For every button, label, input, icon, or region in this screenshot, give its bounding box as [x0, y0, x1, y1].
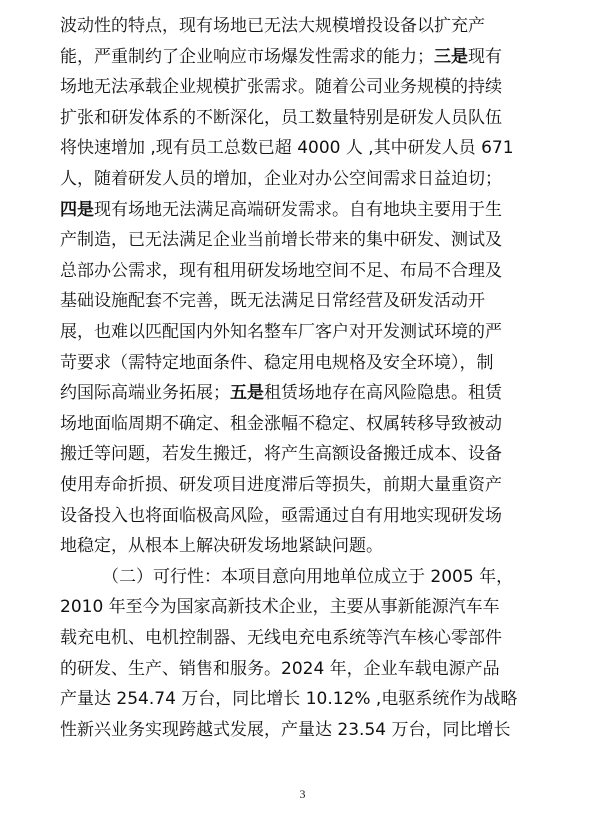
bold-lead-phrase: 三是	[434, 46, 468, 67]
body-line	[60, 720, 520, 740]
body-line	[60, 200, 520, 220]
text-segment: 产量达 254.74 万台，同比增长 10.12% ,电驱系统作为战略	[60, 689, 518, 710]
text-segment: 性新兴业务实现跨越式发展，产量达 23.54 万台，同比增长	[60, 719, 511, 740]
text-segment: 人，随着研发人员的增加，企业对办公空间需求日益迫切；	[60, 169, 502, 189]
body-line	[102, 567, 520, 587]
text-segment: 将快速增加 ,现有员工总数已超 4000 人 ,其中研发人员 671	[60, 138, 514, 159]
text-segment: 现有	[468, 46, 502, 67]
text-segment: 展，也难以匹配国内外知名整车厂客户对开发测试环境的严	[60, 322, 502, 342]
body-line	[60, 108, 520, 128]
body-line	[60, 47, 520, 67]
body-line	[60, 689, 520, 709]
body-line	[60, 77, 520, 97]
text-segment: 搬迁等问题，若发生搬迁，将产生高额设备搬迁成本、设备	[60, 444, 502, 465]
text-segment: 设备投入也将面临极高风险，亟需通过自有用地实现研发场	[60, 505, 502, 526]
text-segment: 场地无法承载企业规模扩张需求。随着公司业务规模的持续	[60, 77, 502, 98]
text-segment: 地稳定，从根本上解决研发场地紧缺问题。	[60, 536, 383, 557]
body-line	[60, 597, 520, 617]
body-line	[60, 659, 520, 679]
page-number: 3	[299, 787, 306, 801]
text-segment: 基础设施配套不完善，既无法满足日常经营及研发活动开	[60, 291, 485, 312]
body-line	[60, 16, 520, 36]
body-line	[60, 353, 520, 373]
body-line	[60, 536, 520, 556]
body-line	[60, 138, 520, 158]
bold-lead-phrase: 四是	[60, 199, 94, 220]
text-segment: 总部办公需求，现有租用研发场地空间不足、布局不合理及	[60, 260, 502, 281]
text-segment: 产制造，已无法满足企业当前增长带来的集中研发、测试及	[60, 230, 502, 251]
body-line	[60, 444, 520, 464]
bold-lead-phrase: 五是	[230, 383, 264, 404]
text-segment: 波动性的特点，现有场地已无法大规模增投设备以扩充产	[60, 16, 485, 36]
text-segment: 使用寿命折损、研发项目进度滞后等损失，前期大量重资产	[60, 475, 502, 495]
body-line	[60, 291, 520, 311]
text-segment: 场地面临周期不确定、租金涨幅不稳定、权属转移导致被动	[60, 413, 502, 434]
body-line	[60, 506, 520, 526]
text-segment: 能，严重制约了企业响应市场爆发性需求的能力；	[60, 46, 434, 67]
text-segment: 扩张和研发体系的不断深化，员工数量特别是研发人员队伍	[60, 107, 502, 128]
text-segment: （二）可行性：	[102, 566, 221, 587]
text-segment: 的研发、生产、销售和服务。2024 年，企业车载电源产品	[60, 658, 500, 679]
body-line	[60, 322, 520, 342]
body-line	[60, 169, 520, 189]
body-line	[60, 414, 520, 434]
body-line	[60, 383, 520, 403]
text-segment: 苛要求（需特定地面条件、稳定用电规格及安全环境），制	[60, 352, 494, 373]
body-line	[60, 261, 520, 281]
text-segment: 载充电机、电机控制器、无线电充电系统等汽车核心零部件	[60, 628, 502, 648]
body-line	[60, 475, 520, 495]
text-segment: 本项目意向用地单位成立于 2005 年，	[221, 566, 514, 587]
text-segment: 现有场地无法满足高端研发需求。自有地块主要用于生	[94, 199, 502, 220]
text-segment: 2010 年至今为国家高新技术企业，主要从事新能源汽车车	[60, 597, 500, 618]
body-line	[60, 230, 520, 250]
text-segment: 租赁场地存在高风险隐患。租赁	[264, 383, 502, 404]
body-line	[60, 628, 520, 648]
text-segment: 约国际高端业务拓展；	[60, 383, 230, 404]
